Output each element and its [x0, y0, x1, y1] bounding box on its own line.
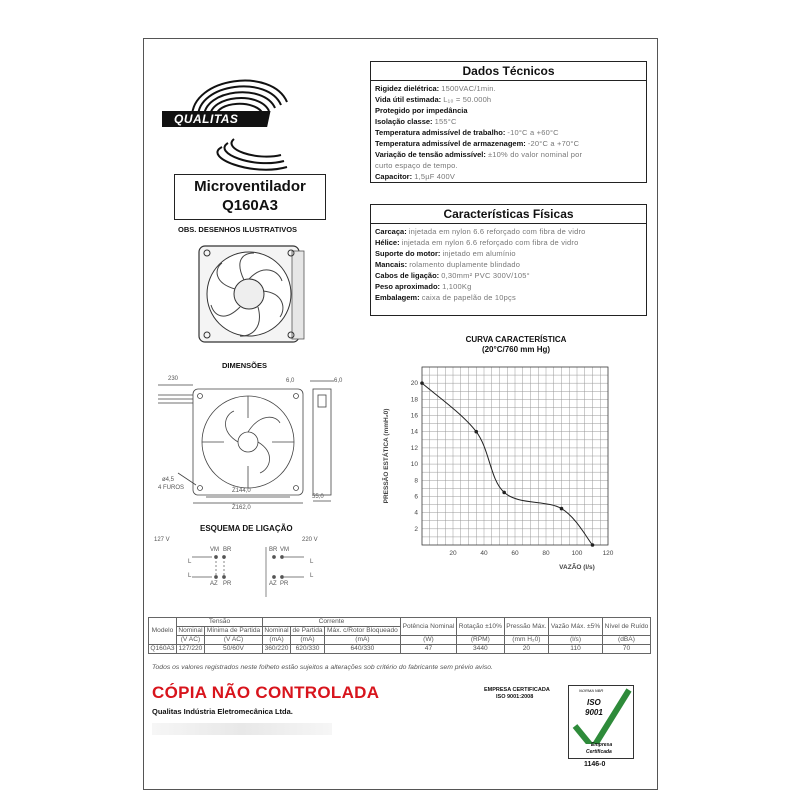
- data-point: [591, 543, 595, 547]
- data-point: [502, 491, 506, 495]
- dados-tecnicos-row: [375, 95, 642, 104]
- esquema-title: ESQUEMA DE LIGAÇÃO: [200, 524, 293, 533]
- caracteristicas-fisicas-label: Peso aproximado:: [375, 282, 441, 291]
- y-tick-label: 8: [414, 477, 418, 485]
- iso-seal: [568, 685, 634, 759]
- caracteristicas-fisicas-title: Características Físicas: [371, 205, 646, 224]
- dados-tecnicos-row: [375, 117, 642, 126]
- th-tensao-minima: Mínima de Partida: [204, 627, 262, 636]
- cell-rotacao: 3440: [457, 645, 505, 654]
- dados-tecnicos-row: [375, 128, 642, 137]
- x-tick-label: 100: [571, 550, 583, 557]
- wire-az-left: AZ: [210, 581, 218, 587]
- dados-tecnicos-label: Temperatura admissível de trabalho:: [375, 128, 506, 137]
- cell-tensao-nominal: 127/220: [176, 645, 204, 654]
- caracteristicas-fisicas-value: 0,30mm² PVC 300V/105°: [441, 271, 530, 280]
- th-unit-rpm: (RPM): [457, 636, 505, 645]
- cert-line1: EMPRESA CERTIFICADA: [484, 687, 550, 693]
- caracteristicas-fisicas-value: injetada em nylon 6.6 reforçado com fibra de vidro: [401, 238, 579, 247]
- dados-tecnicos-label: Capacitor:: [375, 172, 413, 181]
- caracteristicas-fisicas-value: injetado em alumínio: [442, 249, 516, 258]
- product-title-box: [174, 174, 326, 220]
- th-modelo: Modelo: [149, 618, 177, 645]
- wire-az-right: AZ: [269, 581, 277, 587]
- dim-6-0-right: 6,0: [334, 378, 343, 384]
- curve-chart: [376, 335, 646, 575]
- y-tick-label: 6: [414, 493, 418, 501]
- caracteristicas-fisicas-row: [375, 293, 642, 302]
- y-tick-label: 2: [414, 525, 418, 533]
- y-axis-label: PRESSÃO ESTÁTICA (mmH₂0): [383, 408, 390, 504]
- caracteristicas-fisicas-row: [375, 249, 642, 258]
- x-tick-label: 20: [449, 550, 457, 557]
- cell-potencia: 47: [400, 645, 456, 654]
- caracteristicas-fisicas-value: caixa de papelão de 10pçs: [421, 293, 516, 302]
- dados-tecnicos-label: Isolação classe:: [375, 117, 433, 126]
- dados-tecnicos-label: Temperatura admissível de armazenagem:: [375, 139, 526, 148]
- dimension-drawing: [148, 373, 348, 513]
- th-corrente-partida: de Partida: [292, 627, 323, 634]
- address-redacted: [152, 723, 332, 735]
- dados-tecnicos-value: L₁₀ = 50.000h: [443, 95, 492, 104]
- data-point: [420, 381, 424, 385]
- cell-vazao: 110: [549, 645, 603, 654]
- dim-144: Ż144,0: [232, 488, 251, 494]
- wiring-diagram: [154, 537, 344, 607]
- seal-line2: Certificada: [586, 749, 612, 755]
- seal-line1: Empresa: [591, 742, 613, 748]
- th-rotacao: Rotação ±10%: [457, 618, 505, 636]
- th-unit-mmh2o: (mm H₂0): [504, 636, 549, 645]
- cell-corrente-partida: 620/330: [291, 645, 325, 654]
- seal-num: 9001: [585, 708, 603, 717]
- y-tick-label: 12: [410, 444, 418, 452]
- th-unit-ma-part: (mA): [291, 636, 325, 645]
- dados-tecnicos-row: [375, 172, 642, 181]
- th-corrente-max: Máx. c/Rotor Bloqueado: [325, 627, 401, 636]
- caracteristicas-fisicas-label: Cabos de ligação:: [375, 271, 440, 280]
- dados-tecnicos-label: Vida útil estimada:: [375, 95, 442, 104]
- dim-hole: ø4,5: [162, 477, 175, 483]
- wire-vm-left: VM: [210, 547, 219, 553]
- y-tick-label: 16: [410, 412, 418, 420]
- wire-vm-right: VM: [280, 547, 289, 553]
- dimensoes-title: DIMENSÕES: [222, 361, 268, 370]
- caracteristicas-fisicas-value: 1,100Kg: [442, 282, 472, 291]
- y-tick-label: 18: [410, 396, 418, 404]
- dados-tecnicos-row: [375, 161, 642, 170]
- wire-br-left: BR: [223, 547, 232, 553]
- dim-55: 55,0: [312, 494, 324, 500]
- th-unit-ma-max: (mA): [325, 636, 401, 645]
- product-name: Microventilador: [194, 178, 306, 195]
- dados-tecnicos-box: [370, 61, 647, 183]
- cell-ruido: 70: [602, 645, 650, 654]
- caracteristicas-fisicas-label: Carcaça:: [375, 227, 407, 236]
- th-corrente: Corrente: [263, 618, 401, 627]
- table-row: [149, 645, 651, 654]
- caracteristicas-fisicas-row: [375, 260, 642, 269]
- dados-tecnicos-value: 1,5µF 400V: [414, 172, 456, 181]
- caracteristicas-fisicas-label: Mancais:: [375, 260, 408, 269]
- wiring-svg: [154, 537, 344, 607]
- company-name: Qualitas Indústria Eletromecânica Ltda.: [152, 707, 293, 716]
- dados-tecnicos-row: [375, 84, 642, 93]
- cell-corrente-nominal: 360/220: [263, 645, 291, 654]
- dados-tecnicos-row: [375, 150, 642, 159]
- dim-holes-count: 4 FUROS: [158, 485, 185, 491]
- th-potencia: Potência Nominal: [400, 618, 456, 636]
- th-vazao: Vazão Máx. ±5%: [549, 618, 603, 636]
- dados-tecnicos-value: ±10% do valor nominal por: [487, 150, 583, 159]
- disclaimer-note: Todos os valores registrados neste folheto estão sujeitos a alterações sob critério do fabricante sem prévio aviso.: [152, 664, 493, 671]
- copia-nao-controlada: CÓPIA NÃO CONTROLADA: [152, 683, 380, 702]
- dados-tecnicos-value: -20°C a +70°C: [527, 139, 580, 148]
- dados-tecnicos-value: -10°C a +60°C: [507, 128, 559, 137]
- wire-br-right: BR: [269, 547, 278, 553]
- chart-title: CURVA CARACTERÍSTICA: [465, 335, 567, 344]
- th-corrente-nominal: Nominal: [264, 627, 289, 634]
- wire-pr-left: PR: [223, 581, 232, 587]
- dados-tecnicos-label: Variação de tensão admissível:: [375, 150, 486, 159]
- dados-tecnicos-row: [375, 106, 642, 115]
- x-tick-label: 80: [542, 550, 550, 557]
- wire-l-right-bottom: L: [310, 573, 314, 579]
- caracteristicas-fisicas-row: [375, 282, 642, 291]
- dados-tecnicos-row: [375, 139, 642, 148]
- dados-tecnicos-label: Protegido por impedância: [375, 106, 468, 115]
- caracteristicas-fisicas-label: Suporte do motor:: [375, 249, 441, 258]
- caracteristicas-fisicas-label: Embalagem:: [375, 293, 420, 302]
- dados-tecnicos-title: Dados Técnicos: [371, 62, 646, 81]
- th-ruido: Nível de Ruído: [602, 618, 650, 636]
- dim-162: Ż162,0: [232, 505, 251, 511]
- voltage-220: 220 V: [302, 537, 318, 543]
- x-tick-label: 40: [480, 550, 488, 557]
- fan-illustration: [194, 243, 309, 348]
- th-unit-ls: (l/s): [549, 636, 603, 645]
- datasheet-page: [143, 38, 658, 790]
- x-axis-label: VAZÃO (l/s): [559, 564, 595, 571]
- caracteristicas-fisicas-row: [375, 227, 642, 236]
- dados-tecnicos-value: curto espaço de tempo.: [375, 161, 458, 170]
- data-point: [474, 430, 478, 434]
- caracteristicas-fisicas-value: injetada em nylon 6.6 reforçado com fibra de vidro: [408, 227, 586, 236]
- product-model: Q160A3: [222, 197, 278, 214]
- th-pressao: Pressão Máx.: [504, 618, 549, 636]
- spec-table-wrap: [148, 617, 651, 654]
- cell-corrente-max: 640/330: [325, 645, 401, 654]
- seal-top: NORMA NBR: [579, 688, 604, 693]
- caracteristicas-fisicas-row: [375, 271, 642, 280]
- cell-pressao: 20: [504, 645, 549, 654]
- wire-l-right-top: L: [310, 559, 314, 565]
- th-unit-vac-min: (V AC): [204, 636, 262, 645]
- data-point: [560, 507, 564, 511]
- th-tensao: Tensão: [176, 618, 262, 627]
- caracteristicas-fisicas-value: rolamento duplamente blindado: [409, 260, 521, 269]
- cert-code: 1146-0: [584, 761, 606, 768]
- th-unit-vac: (V AC): [176, 636, 204, 645]
- cell-modelo: Q160A3: [150, 645, 175, 652]
- chart-subtitle: (20°C/760 mm Hg): [481, 345, 551, 354]
- x-tick-label: 120: [602, 550, 614, 557]
- y-tick-label: 10: [410, 461, 418, 469]
- y-tick-label: 14: [410, 428, 418, 436]
- dim-230: 230: [168, 376, 179, 382]
- th-unit-ma-nom: (mA): [263, 636, 291, 645]
- cert-line2: ISO 9001:2008: [496, 694, 534, 700]
- dados-tecnicos-value: 155°C: [434, 117, 457, 126]
- fan-image: [194, 243, 309, 348]
- wire-l-left-bottom: L: [188, 573, 192, 579]
- dados-tecnicos-value: 1500VAC/1min.: [441, 84, 496, 93]
- caracteristicas-fisicas-box: [370, 204, 647, 316]
- x-tick-label: 60: [511, 550, 519, 557]
- caracteristicas-fisicas-row: [375, 238, 642, 247]
- seal-iso: ISO: [587, 698, 601, 707]
- y-tick-label: 20: [410, 380, 418, 388]
- th-tensao-nominal: Nominal: [178, 627, 203, 634]
- th-unit-dba: (dBA): [602, 636, 650, 645]
- obs-label: OBS. DESENHOS ILUSTRATIVOS: [178, 225, 298, 234]
- y-tick-label: 4: [414, 509, 418, 517]
- wire-pr-right: PR: [280, 581, 289, 587]
- logo-text: QUALITAS: [174, 112, 239, 126]
- caracteristicas-fisicas-label: Hélice:: [375, 238, 400, 247]
- dim-6-0-left: 6,0: [286, 378, 295, 384]
- chart-svg: [376, 357, 646, 577]
- qualitas-logo: [162, 57, 302, 177]
- cell-tensao-minima: 50/60V: [204, 645, 262, 654]
- spec-table: [148, 617, 651, 654]
- wire-l-left-top: L: [188, 559, 192, 565]
- voltage-127: 127 V: [154, 537, 170, 543]
- th-unit-w: (W): [400, 636, 456, 645]
- dados-tecnicos-label: Rigidez dielétrica:: [375, 84, 440, 93]
